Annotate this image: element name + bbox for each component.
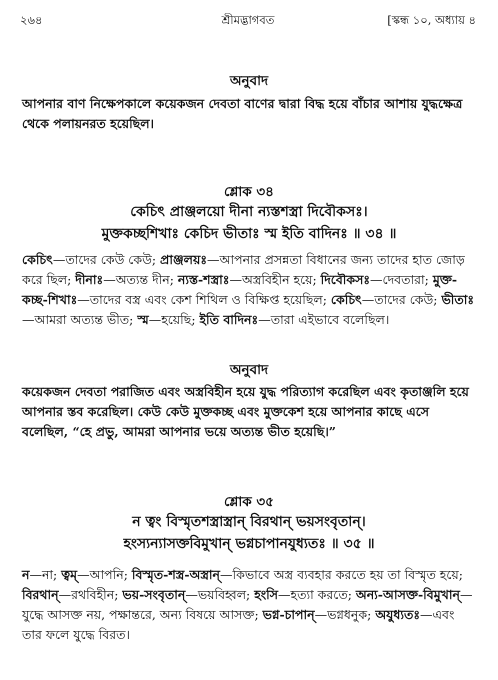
shloka-35-line-1: ন ত্বং বিস্মৃতশস্ত্রাস্ত্রান্ বিরথান্ ভয়সংবৃতান্। (132, 514, 366, 530)
shloka-35-heading: শ্লোক ৩৫ (224, 494, 274, 510)
shloka-34-verse (0, 201, 498, 245)
synonym-meaning: —দেবতারা; (370, 272, 433, 287)
synonym-meaning: —রথবিহীন; (58, 587, 123, 602)
synonym-meaning: —অত্যন্ত দীন; (103, 272, 178, 287)
synonym-term: কেচিৎ (22, 252, 53, 267)
translation-block-1 (22, 94, 476, 134)
synonym-meaning: —ভয়বিহ্বল; (185, 587, 255, 602)
shloka-34-synonyms (22, 250, 476, 330)
page-header (20, 12, 476, 30)
page-number: ২৬৪ (20, 13, 43, 27)
shloka-35-synonyms-block (22, 565, 476, 645)
synonym-term: দিবৌকসঃ (320, 272, 371, 287)
shloka-34-synonyms-block (22, 250, 476, 330)
synonym-term: ভয়-সংবৃতান্ (122, 587, 186, 602)
translation-text-1: আপনার বাণ নিক্ষেপকালে কয়েকজন দেবতা বাণের দ্বারা বিদ্ধ হয়ে বাঁচার আশায় যুদ্ধক্ষেত্র থেকে পলায়নরত হয়েছিল। (22, 96, 463, 131)
synonym-term: ন (22, 567, 30, 582)
synonym-meaning: —হয়েছি; (148, 312, 200, 327)
synonym-meaning: —কিভাবে অস্ত্র ব্যবহার করতে হয় তা বিস্মৃত হয়ে; (220, 567, 463, 582)
translation-heading-1: অনুবাদ (229, 73, 269, 89)
chapter-reference: [স্কন্ধ ১০, অধ্যায় ৪ (387, 13, 476, 27)
synonym-term: অন্য-আসক্ত-বিমুখান্ (355, 587, 460, 602)
synonym-meaning: —না; (29, 567, 62, 582)
translation-block-2 (22, 382, 476, 442)
synonym-term: কেচিৎ (330, 292, 362, 307)
synonym-term: অযুধ্যতঃ (375, 607, 421, 622)
synonym-meaning: —আপনার প্রসন্নতা বিধানের জন্য তাদের হাত জোড় করে ছিল; (22, 252, 465, 287)
shloka-35-synonyms (22, 565, 476, 645)
synonym-term: হংসি (254, 587, 278, 602)
synonym-meaning: —যুদ্ধে আসক্ত নয়, পক্ষান্তরে, অন্য বিষয়ে আসক্ত; (22, 587, 473, 622)
synonym-term: প্রাঞ্জলয়ঃ (160, 252, 208, 267)
synonym-meaning: —তাদের কেউ কেউ; (52, 252, 161, 267)
synonym-term: স্ম (137, 312, 149, 327)
translation-text-2: কয়েকজন দেবতা পরাজিত এবং অস্ত্রবিহীন হয়ে যুদ্ধ পরিত্যাগ করেছিল এবং কৃতাঞ্জলি হয়ে আপনার স্তব করেছিল। কেউ কেউ মুক্তকচ্ছ এবং মুক্তকেশ হয়ে আপনার কাছে এসে বলেছিল, “হে প্রভু, আমরা আপনার ভয়ে অত্যন্ত ভীত হয়েছি।” (22, 384, 469, 439)
synonym-term: ন্যস্ত-শস্ত্রাঃ (177, 272, 230, 287)
synonym-term: ইতি বাদিনঃ (199, 312, 259, 327)
synonym-meaning: —হত্যা করতে; (278, 587, 356, 602)
synonym-meaning: —অস্ত্রবিহীন হয়ে; (229, 272, 321, 287)
synonym-term: ভগ্ন-চাপান্ (262, 607, 315, 622)
synonym-term: ত্বম্ (61, 567, 78, 582)
shloka-35-verse (0, 511, 498, 555)
synonym-term: ভীতাঃ (441, 292, 474, 307)
shloka-35-line-2: হংস্যন্যাসক্তবিমুখান্ ভগ্নচাপানযুধ্যতঃ ॥ ৩৫ ॥ (123, 536, 375, 552)
translation-heading-2: অনুবাদ (229, 362, 269, 378)
book-title: শ্রীমদ্ভাগবত (221, 13, 275, 27)
synonym-term: মুক্ত-কচ্ছ-শিখাঃ (22, 272, 458, 307)
synonym-meaning: —ভগ্নধনুক; (314, 607, 376, 622)
synonym-meaning: —তাদের কেউ; (361, 292, 442, 307)
shloka-34-line-2: মুক্তকচ্ছশিখাঃ কেচিদ ভীতাঃ স্ম ইতি বাদিনঃ ॥ ৩৪ ॥ (101, 226, 397, 242)
synonym-term: বিরথান্ (22, 587, 59, 602)
shloka-34-line-1: কেচিৎ প্রাঞ্জলয়ো দীনা ন্যস্তশস্ত্রা দিবৌকসঃ। (130, 204, 368, 220)
synonym-meaning: —তারা এইভাবে বলেছিল। (258, 312, 390, 327)
shloka-34-heading: শ্লোক ৩৪ (224, 184, 274, 200)
synonym-term: বিস্মৃত-শস্ত্র-অস্ত্রান্ (131, 567, 221, 582)
synonym-meaning: —তাদের বস্ত্র এবং কেশ শিথিল ও বিক্ষিপ্ত হয়েছিল; (77, 292, 331, 307)
synonym-meaning: —এবং তার ফলে যুদ্ধে বিরত। (22, 607, 455, 642)
synonym-meaning: —আমরা অত্যন্ত ভীত; (22, 312, 138, 327)
synonym-term: দীনাঃ (75, 272, 104, 287)
synonym-meaning: —আপনি; (77, 567, 132, 582)
